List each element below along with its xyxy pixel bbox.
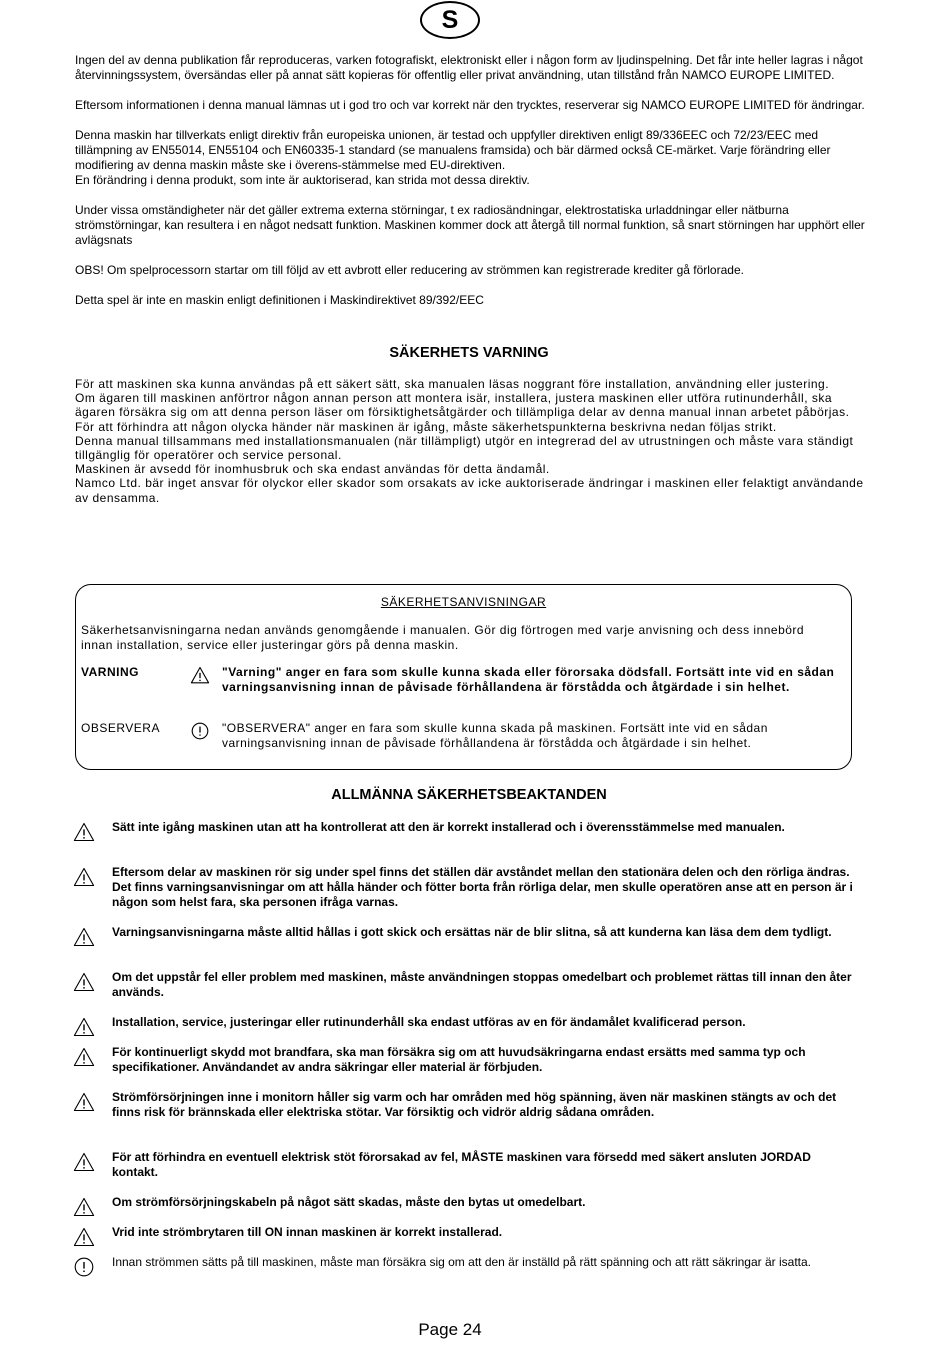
intro-paragraph: OBS! Om spelprocessorn startar om till följd av ett avbrott eller reducering av strömmen kan registrerade krediter gå förlorade. — [75, 263, 744, 277]
list-item-text: Om det uppstår fel eller problem med maskinen, måste användningen stoppas omedelbart och problemet rättas till innan den åter används. — [112, 970, 852, 999]
list-item-text: Eftersom delar av maskinen rör sig under spel finns det ställen där avståndet mellan den stationära delen och den rörliga ändras. Det finns varningsanvisningar om att hålla händer och fötter borta från rörliga delar, men skulle operatören anse att en person är i någon som helst fara, ska personen ifråga varnas. — [112, 865, 853, 909]
safety-warning-body — [75, 377, 865, 505]
warning-term: VARNING — [81, 665, 139, 679]
language-badge: S — [420, 1, 480, 39]
warning-triangle-icon — [190, 666, 210, 688]
page-number: Page 24 — [418, 1320, 482, 1339]
caution-term: OBSERVERA — [81, 721, 160, 735]
warning-triangle-icon — [73, 1017, 95, 1041]
safety-paragraph: Om ägaren till maskinen anförtror någon annan person att montera isär, installera, justera maskinen eller utföra rutinunderhåll, ska ägaren försäkra sig om att denna person läser om försiktighetsåtgärder och tillämpliga delar av denna manual innan arbetet påbörjas. — [75, 391, 850, 420]
intro-paragraph: Ingen del av denna publikation får reproduceras, varken fotografiskt, elektroniskt eller i någon form av ljudinspelning. Det får inte heller lagras i något återvinningssystem, översändas eller på annat sätt kopieras för offentlig eller privat användning, utan tillstånd från NAMCO EUROPE LIMITED. — [75, 53, 863, 82]
caution-circle-icon — [73, 1257, 95, 1281]
warning-triangle-icon — [73, 1227, 95, 1251]
legend-intro: Säkerhetsanvisningarna nedan används genomgående i manualen. Gör dig förtrogen med varje anvisning och dess innebörd innan installation, service eller justeringar görs på denna maskin. — [81, 623, 805, 652]
safety-paragraph: För att förhindra att någon olycka händer när maskinen är igång, måste säkerhetspunkterna beskrivna nedan följas strikt. — [75, 419, 777, 434]
warning-description: "Varning" anger en fara som skulle kunna skada eller förorsaka dödsfall. Fortsätt inte vid en sådan varningsanvisning innan de påvisade förhållandena är förstådda och åtgärdade i sin helhet. — [222, 665, 835, 694]
intro-paragraph: Under vissa omständigheter när det gäller extrema externa störningar, t ex radiosändningar, elektrostatiska urladdningar eller nätburna strömstörningar, kan resultera i en något nedsatt funktion. Maskinen kommer dock att återgå till normal funktion, så snart störningen har upphört eller avlägsnats — [75, 203, 865, 247]
intro-paragraph: Eftersom informationen i denna manual lämnas ut i god tro och var korrekt när den trycktes, reserverar sig NAMCO EUROPE LIMITED för ändringar. — [75, 98, 865, 112]
intro-section — [75, 53, 865, 323]
warning-triangle-icon — [73, 822, 95, 846]
safety-paragraph: Namco Ltd. bär inget ansvar för olyckor eller skador som orsakats av icke auktoriserade ändringar i maskinen eller felaktigt användande av densamma. — [75, 476, 864, 505]
warning-triangle-icon — [73, 927, 95, 951]
caution-circle-icon — [190, 722, 210, 744]
warning-triangle-icon — [73, 1197, 95, 1221]
safety-paragraph: Denna manual tillsammans med installationsmanualen (när tillämpligt) utgör en integrerad del av utrustningen och måste vara ständigt tillgänglig för operatörer och service personal. — [75, 433, 854, 463]
list-item-text: Om strömförsörjningskabeln på något sätt skadas, måste den bytas ut omedelbart. — [112, 1195, 586, 1209]
safety-paragraph: Maskinen är avsedd för inomhusbruk och ska endast användas för detta ändamål. — [75, 462, 550, 477]
legend-title: SÄKERHETSANVISNINGAR — [380, 595, 547, 609]
safety-paragraph: För att maskinen ska kunna användas på ett säkert sätt, ska manualen läsas noggrant före installation, användning eller justering. — [75, 377, 830, 391]
warning-triangle-icon — [73, 1152, 95, 1176]
warning-triangle-icon — [73, 867, 95, 891]
intro-paragraph: Denna maskin har tillverkats enligt direktiv från europeiska unionen, är testad och uppfyller direktiven enligt 89/336EEC och 72/23/EEC med tillämpning av EN55014, EN55104 och EN60335-1 standard (se manualens framsida) och bär därmed också CE-märket. Varje förändring eller modifiering av denna maskin måste ske i överens-stämmelse med EU-direktiven. En förändring i denna produkt, som inte är auktoriserad, kan strida mot dessa direktiv. — [75, 128, 831, 187]
warning-triangle-icon — [73, 972, 95, 996]
list-item-text: Innan strömmen sätts på till maskinen, måste man försäkra sig om att den är inställd på rätt spänning och att rätt säkringar är isatta. — [112, 1255, 811, 1269]
warning-triangle-icon — [73, 1092, 95, 1116]
list-item-text: Varningsanvisningarna måste alltid hållas i gott skick och ersättas när de blir slitna, så att kunderna kan läsa dem dem tydligt. — [112, 925, 832, 939]
caution-description: "OBSERVERA" anger en fara som skulle kunna skada på maskinen. Fortsätt inte vid en sådan varningsanvisning innan de påvisade förhållandena är förstådda och åtgärdade i sin helhet. — [222, 721, 768, 750]
list-item-text: För att förhindra en eventuell elektrisk stöt förorsakad av fel, MÅSTE maskinen vara försedd med säkert ansluten JORDAD kontakt. — [112, 1150, 811, 1179]
list-item-text: För kontinuerligt skydd mot brandfara, ska man försäkra sig om att huvudsäkringarna endast ersätts med samma typ och specifikationer. Användandet av andra säkringar eller material är förbjuden. — [112, 1045, 806, 1074]
list-item-text: Installation, service, justeringar eller rutinunderhåll ska endast utföras av en för ändamålet kvalificerad person. — [112, 1015, 746, 1029]
warning-triangle-icon — [73, 1047, 95, 1071]
list-item-text: Vrid inte strömbrytaren till ON innan maskinen är korrekt installerad. — [112, 1225, 503, 1239]
list-item-text: Sätt inte igång maskinen utan att ha kontrollerat att den är korrekt installerad och i överensstämmelse med manualen. — [112, 820, 785, 834]
list-item-text: Strömförsörjningen inne i monitorn håller sig varm och har områden med hög spänning, även när maskinen stängts av och det finns risk för brännskada eller elektriska stötar. Var försiktig och vidrör aldrig sådana områden. — [112, 1090, 837, 1119]
general-safety-heading: ALLMÄNNA SÄKERHETSBEAKTANDEN — [331, 787, 607, 803]
intro-paragraph: Detta spel är inte en maskin enligt definitionen i Maskindirektivet 89/392/EEC — [75, 293, 484, 307]
safety-warning-heading: SÄKERHETS VARNING — [389, 345, 549, 361]
safety-legend-box — [75, 584, 852, 770]
